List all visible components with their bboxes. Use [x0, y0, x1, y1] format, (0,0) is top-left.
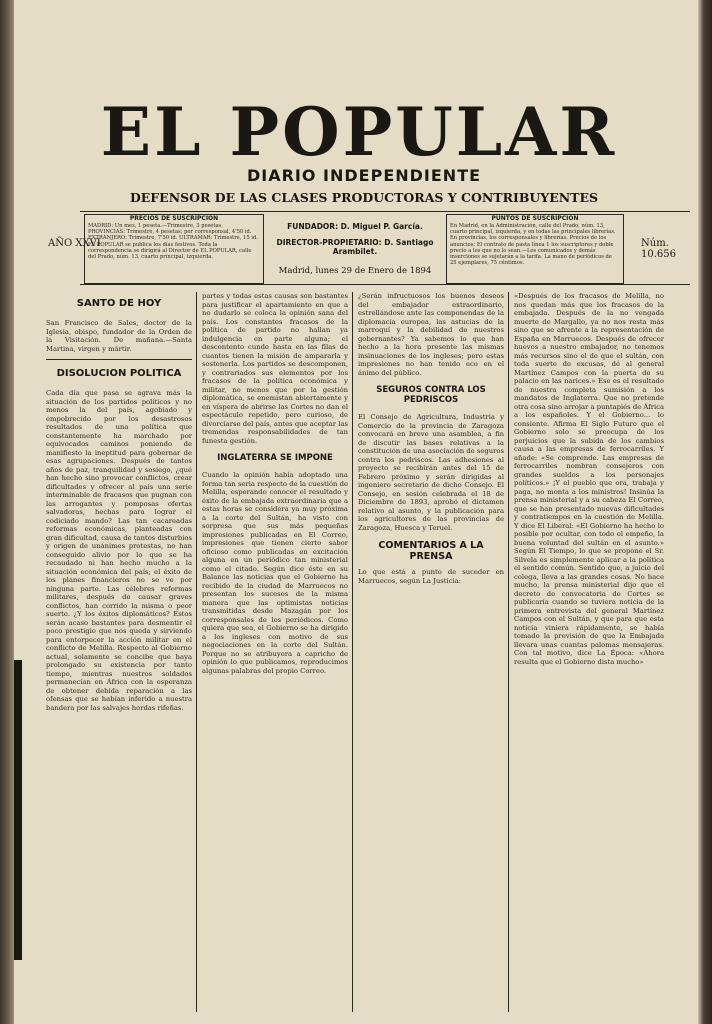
issue-number: Núm. 10.656: [641, 238, 676, 260]
header-rule-top: [80, 211, 690, 212]
year-label: AÑO XXVI: [48, 238, 101, 249]
inglaterra-text: Cuando la opinión había adoptado una forma tan seria respecto de la cuestión de Melilla, esperando conocer el resultado y éxito de la embajada extraordinaria que a estas horas se considera ya muy próxima a la corte del Sultán, ha visto con sorpresa que sus más pequeñas impresiones publicadas en El Correo, impresiones que tienen cierto sabor oficioso como publicadas en excitación alguna en un periódico tan ministerial como el citado. Según dice éste en su Balance las noticias que el Gobierno ha recibido de la ciudad de Marruecos no presentan los sucesos de la misma manera que las optimistas noticias transmitidas desde Mazagán por los corresponsales de los periódicos. Como quiera que sea, el Gobierno se ha dirigido a los ingleses con motivo de sus negociaciones en la corte del Sultán. Porque no se atribuyera a capricho de opinión lo que publicamos, reproducimos algunas palabras del propio Correo.: [202, 471, 348, 675]
points-title: PUNTOS DE SUSCRIPCIÓN: [491, 215, 579, 222]
comentarios-text: Lo que está a punto de suceder en Marruecos, según La Justicia:: [358, 568, 504, 585]
santo-heading: SANTO DE HOY: [76, 298, 162, 309]
archive-stamp: [14, 660, 22, 960]
points-box: [446, 214, 624, 284]
comentarios-heading: COMENTARIOS A LA PRENSA: [378, 540, 484, 562]
founder-line: FUNDADOR: D. Miguel P. García.: [287, 222, 423, 231]
column-3: [358, 292, 504, 1022]
dateline: Madrid, lunes 29 de Enero de 1894: [278, 266, 432, 276]
inglaterra-heading: INGLATERRA SE IMPONE: [217, 453, 333, 463]
column-4: [514, 292, 664, 1022]
masthead-title: EL POPULAR: [100, 93, 618, 171]
seguros-text: El Consejo de Agricultura, Industria y Comercio de la provincia de Zaragoza convocará en breve una asamblea, a fin de discutir las bases relativas a la constitución de una asociación de seguros contra los pedriscos. Las adhesiones al proyecto se recibirán antes del 15 de Febrero próximo y serán dirigidas al ingeniero secretario de dicho Consejo. El Consejo, en sesión celebrada el 18 de Diciembre de 1893, aprobó el dictamen relativo al asunto, y la publicación para los agricultores de las provincias de Zaragoza, Huesca y Teruel.: [358, 413, 504, 532]
masthead-subtitle: DIARIO INDEPENDIENTE: [246, 166, 482, 185]
santo-text: San Francisco de Sales, doctor de la Iglesia, obispo, fundador de la Orden de la Visitación. De mañana.—Santa Martina, virgen y mártir.: [46, 319, 192, 353]
page-edge-left: [0, 0, 14, 1024]
col2-text-a: partes y todas estas causas son bastantes para justificar el apartamiento en que a no dudarlo se coloca la opinión sana del país. Los constantes fracasos de la política de partido no hallan ya indulgencia en parte alguna; el descontento cunde hasta en las filas de cuantos tienen la misión de ampararla y sostenerla. Los partidos se descomponen, y contrariados sus elementos por los fracasos de la política económica y militar, no menos que por la gestión diplomática, se enemistan abiertamente y en víspera de abrirse las Cortes no dan el espectáculo repetido, pero curioso, de divorciarse del país, antes que aceptar las tremendas responsabilidades de tan funesta gestión.: [202, 292, 348, 445]
col3-text-a: ¿Serán infructuosos los buenos deseos del embajador extraordinario, estrellándose ante las componendas de la diplomacia europea, las astucias de la marroquí y la debilidad de nuestros gobernantes? Ya sabemos lo que han hecho a la hora presente las mismas insinuaciones de los ingleses; pero estas impresiones no han tenido eco en el ánimo del público.: [358, 292, 504, 377]
subscription-title: PRECIOS DE SUSCRIPCIÓN: [129, 215, 219, 222]
masthead-tagline: DEFENSOR DE LAS CLASES PRODUCTORAS Y CONTRIBUYENTES: [129, 190, 599, 205]
col4-text: «Después de los fracasos de Melilla, no nos quedan más que los fracasos de la embajada. Después de la no vengada muerte de Margallo, ya no nos resta más sino que se afrente a la representación de España en Marruecos. Después de ofrecer huevos a nuestro embajador, no tenemos más recursos sino el de que el sultán, con toda suerte de excusas, dé al general Martínez Campos con la puerta de su palacio en las narices.» Ese es el resultado de nuestra completa sumisión a los mandatos de Inglaterra. Que no pretende otra cosa sino arrojar a puntapiés de África a los españoles. Y el Gobierno... lo consiente. Afirma El Siglo Futuro que el Gobierno solo se preocupa de los perjuicios que la subida de los cambios causa a las empresas de ferrocarriles. Y añade: «Se comprende. Las empresas de ferrocarriles nombran consejeros con grandes sueldos a los personajes políticos.» ¡Y el pueblo que ora, trabaja y paga, no monta a los ministros! Insinúa la prensa ministerial y a su cabeza El Correo, que se han presentado nuevas dificultades y contratiempos en la cuestión de Melilla. Y dice El Liberal: «El Gobierno ha hecho lo posible por ocultar, con todo el empeño, la buena voluntad del sultán en el asunto.» Según El Tiempo, lo que se propone el Sr. Silvela es simplemente aplicar a la política el sentido común. Sentido que, a juicio del colega, lleva a las grandes cosas. No hace mucho, la prensa ministerial dijo que el decreto de convocatoria de Cortes se publicaría cuando se tuviera noticia de la primera entrevista del general Martínez Campos con el Sultán, y que para que esta noticia viniera rápidamente, se había tomado la previsión de que la Embajada llevara unas cuantas palomas mensajeras. Con tal motivo, dice La Época: «Ahora resulta que el Gobierno dista mucho»: [514, 292, 664, 666]
column-1: [46, 292, 192, 1022]
column-2: [202, 292, 348, 1022]
disolucion-text: Cada día que pasa se agrava más la situación de los partidos políticos y no menos la del país, agobiado y empobrecido por los desastrosos resultados de una política que constantemente ha marchado por equivocados caminos poniendo de manifiesto la ineptitud para gobernar de esas agrupaciones. Después de tantos años de paz, tranquilidad y sosiego, ¿qué han hecho sino provocar conflictos, crear dificultades y ofrecer al país una serie interminable de fracasos que pugnan con las arrogantes y pomposas ofertas salvadoras, hechas para lograr el codiciado mando? Las tan cacareadas reformas económicas, planteadas con gran dificultad, causa de tantos disturbios y origen de unánimes protestas, no han conseguido alivio por lo que se ha recaudado ni han hecho mucho a la situación económica del país; el éxito de los planes financieros no se ve por ninguna parte. Las célebres reformas militares, después de causar graves conflictos, han corrido la misma o peor suerte. ¿Y los éxitos diplomáticos? Estos serán acaso bastantes para desmentir el poco prestigio que nos queda y sirviendo para entorpecer la acción militar en el conflicto de Melilla. Respecto al Gobierno actual, solamente se concibe que haya prolongado su existencia por tanto tiempo, mientras nuestros soldados permanecían en África con la esperanza de obtener debida reparación a las ofensas que se habían inferido a nuestra bandera por las salvajes hordas rifeñas.: [46, 389, 192, 712]
newspaper-page: [14, 0, 698, 1024]
disolucion-heading: DISOLUCION POLITICA: [56, 368, 182, 379]
points-text: En Madrid, en la Administración, calle del Prado, núm. 13, cuarto principal, izquierda, y en todas las principales librerías. En provincias, los corresponsales y librerías. Precios de los anuncios: El contrato de pasta línea 1 los suscriptores y doble precio a los que no lo sean.—Los comunicados y demás inserciones se sujetarán a la tarifa. La mano de periódicos de 25 ejemplares, 75 céntimos.: [450, 223, 616, 267]
header-rule-bottom: [80, 284, 690, 285]
subscription-text: MADRID: Un mes, 1 peseta.—Trimestre, 3 pesetas. PROVINCIAS: Trimestre, 4 pesetas; por corresponsal, 4'50 id. EXTRANJERO: Trimestre, 7'50 id. ULTRAMAR: Trimestre, 15 id. EL POPULAR se publica los días festivos. Toda la correspondencia se dirigirá al Director de EL POPULAR, calle del Prado, núm. 13, cuarto principal, izquierda.: [88, 223, 258, 261]
director-line: DIRECTOR-PROPIETARIO: D. Santiago Arambilet.: [276, 238, 434, 256]
subscription-box: [84, 214, 264, 284]
page-edge-right: [698, 0, 712, 1024]
seguros-heading: SEGUROS CONTRA LOS PEDRISCOS: [376, 385, 486, 405]
